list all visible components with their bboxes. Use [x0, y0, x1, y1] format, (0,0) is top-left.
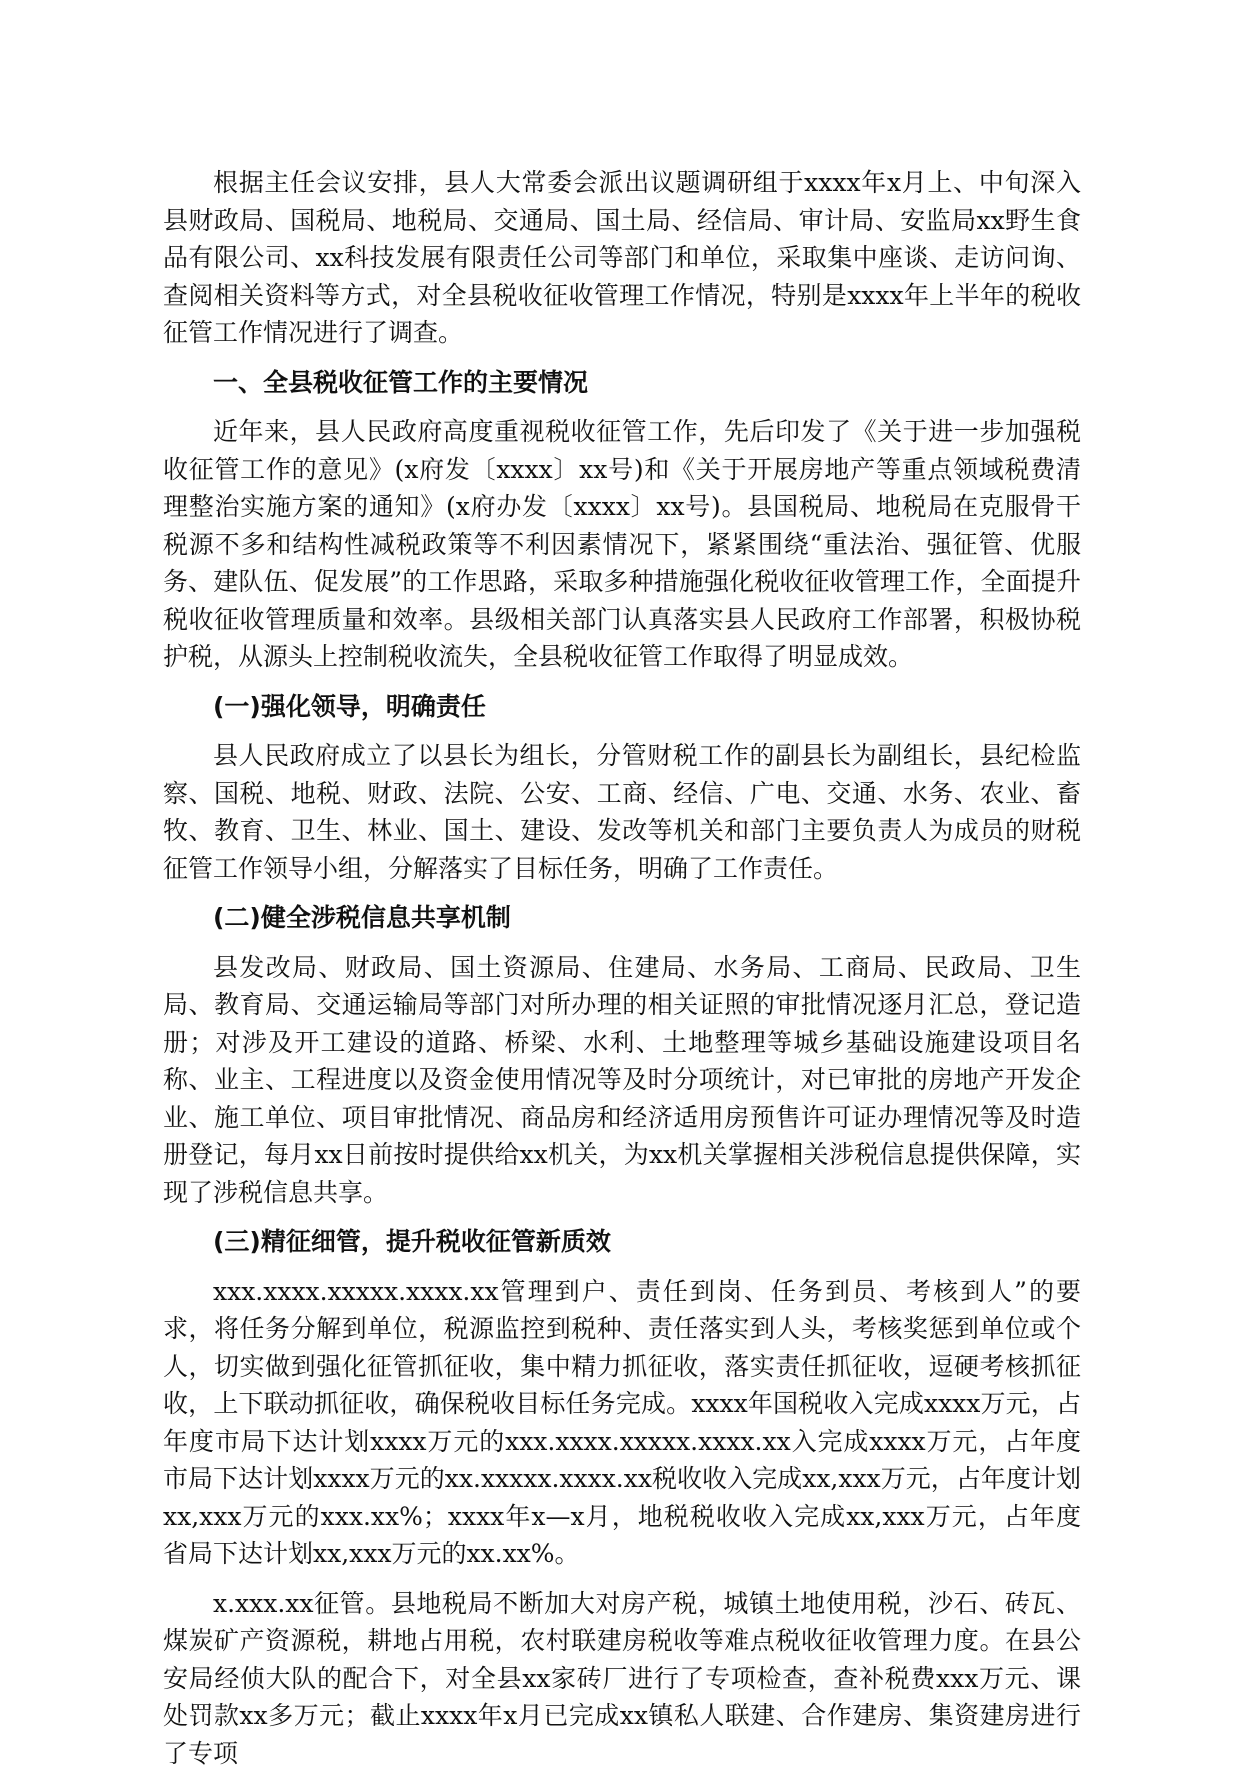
section-heading-main-situation: 一、全县税收征管工作的主要情况	[163, 364, 1081, 402]
subsection-info-sharing-paragraph: 县发改局、财政局、国土资源局、住建局、水务局、工商局、民政局、卫生局、教育局、交通运输局等部门对所办理的相关证照的审批情况逐月汇总，登记造册；对涉及开工建设的道路、桥梁、水利、土地整理等城乡基础设施建设项目名称、业主、工程进度以及资金使用情况等及时分项统计，对已审批的房地产开发企业、施工单位、项目审批情况、商品房和经济适用房预售许可证办理情况等及时造册登记，每月xx日前按时提供给xx机关，为xx机关掌握相关涉税信息提供保障，实现了涉税信息共享。	[163, 949, 1081, 1212]
subsection-fine-management-paragraph-2: x.xxx.xx征管。县地税局不断加大对房产税，城镇土地使用税，沙石、砖瓦、煤炭矿产资源税，耕地占用税，农村联建房税收等难点税收征收管理力度。在县公安局经侦大队的配合下，对全县xx家砖厂进行了专项检查，查补税费xxx万元、课处罚款xx多万元；截止xxxx年x月已完成xx镇私人联建、合作建房、集资建房进行了专项	[163, 1585, 1081, 1772]
section-main-situation-paragraph: 近年来，县人民政府高度重视税收征管工作，先后印发了《关于进一步加强税收征管工作的意见》(x府发〔xxxx〕xx号)和《关于开展房地产等重点领域税费清理整治实施方案的通知》(x府办发〔xxxx〕xx号)。县国税局、地税局在克服骨干税源不多和结构性减税政策等不利因素情况下，紧紧围绕“重法治、强征管、优服务、建队伍、促发展”的工作思路，采取多种措施强化税收征收管理工作，全面提升税收征收管理质量和效率。县级相关部门认真落实县人民政府工作部署，积极协税护税，从源头上控制税收流失，全县税收征管工作取得了明显成效。	[163, 413, 1081, 676]
subsection-fine-management-paragraph-1: xxx.xxxx.xxxxx.xxxx.xx管理到户、责任到岗、任务到员、考核到人”的要求，将任务分解到单位，税源监控到税种、责任落实到人头，考核奖惩到单位或个人，切实做到强化征管抓征收，集中精力抓征收，落实责任抓征收，逗硬考核抓征收，上下联动抓征收，确保税收目标任务完成。xxxx年国税收入完成xxxx万元，占年度市局下达计划xxxx万元的xxx.xxxx.xxxxx.xxxx.xx入完成xxxx万元，占年度市局下达计划xxxx万元的xx.xxxxx.xxxx.xx税收收入完成xx,xxx万元，占年度计划xx,xxx万元的xxx.xx%；xxxx年x—x月，地税税收收入完成xx,xxx万元，占年度省局下达计划xx,xxx万元的xx.xx%。	[163, 1273, 1081, 1573]
subsection-heading-fine-management: (三)精征细管，提升税收征管新质效	[163, 1223, 1081, 1261]
intro-paragraph: 根据主任会议安排，县人大常委会派出议题调研组于xxxx年x月上、中旬深入县财政局、国税局、地税局、交通局、国土局、经信局、审计局、安监局xx野生食品有限公司、xx科技发展有限责任公司等部门和单位，采取集中座谈、走访问询、查阅相关资料等方式，对全县税收征收管理工作情况，特别是xxxx年上半年的税收征管工作情况进行了调查。	[163, 164, 1081, 352]
document-body	[163, 164, 1081, 1772]
subsection-leadership-paragraph: 县人民政府成立了以县长为组长，分管财税工作的副县长为副组长，县纪检监察、国税、地税、财政、法院、公安、工商、经信、广电、交通、水务、农业、畜牧、教育、卫生、林业、国土、建设、发改等机关和部门主要负责人为成员的财税征管工作领导小组，分解落实了目标任务，明确了工作责任。	[163, 737, 1081, 887]
subsection-heading-info-sharing: (二)健全涉税信息共享机制	[163, 899, 1081, 937]
subsection-heading-leadership: (一)强化领导，明确责任	[163, 688, 1081, 726]
